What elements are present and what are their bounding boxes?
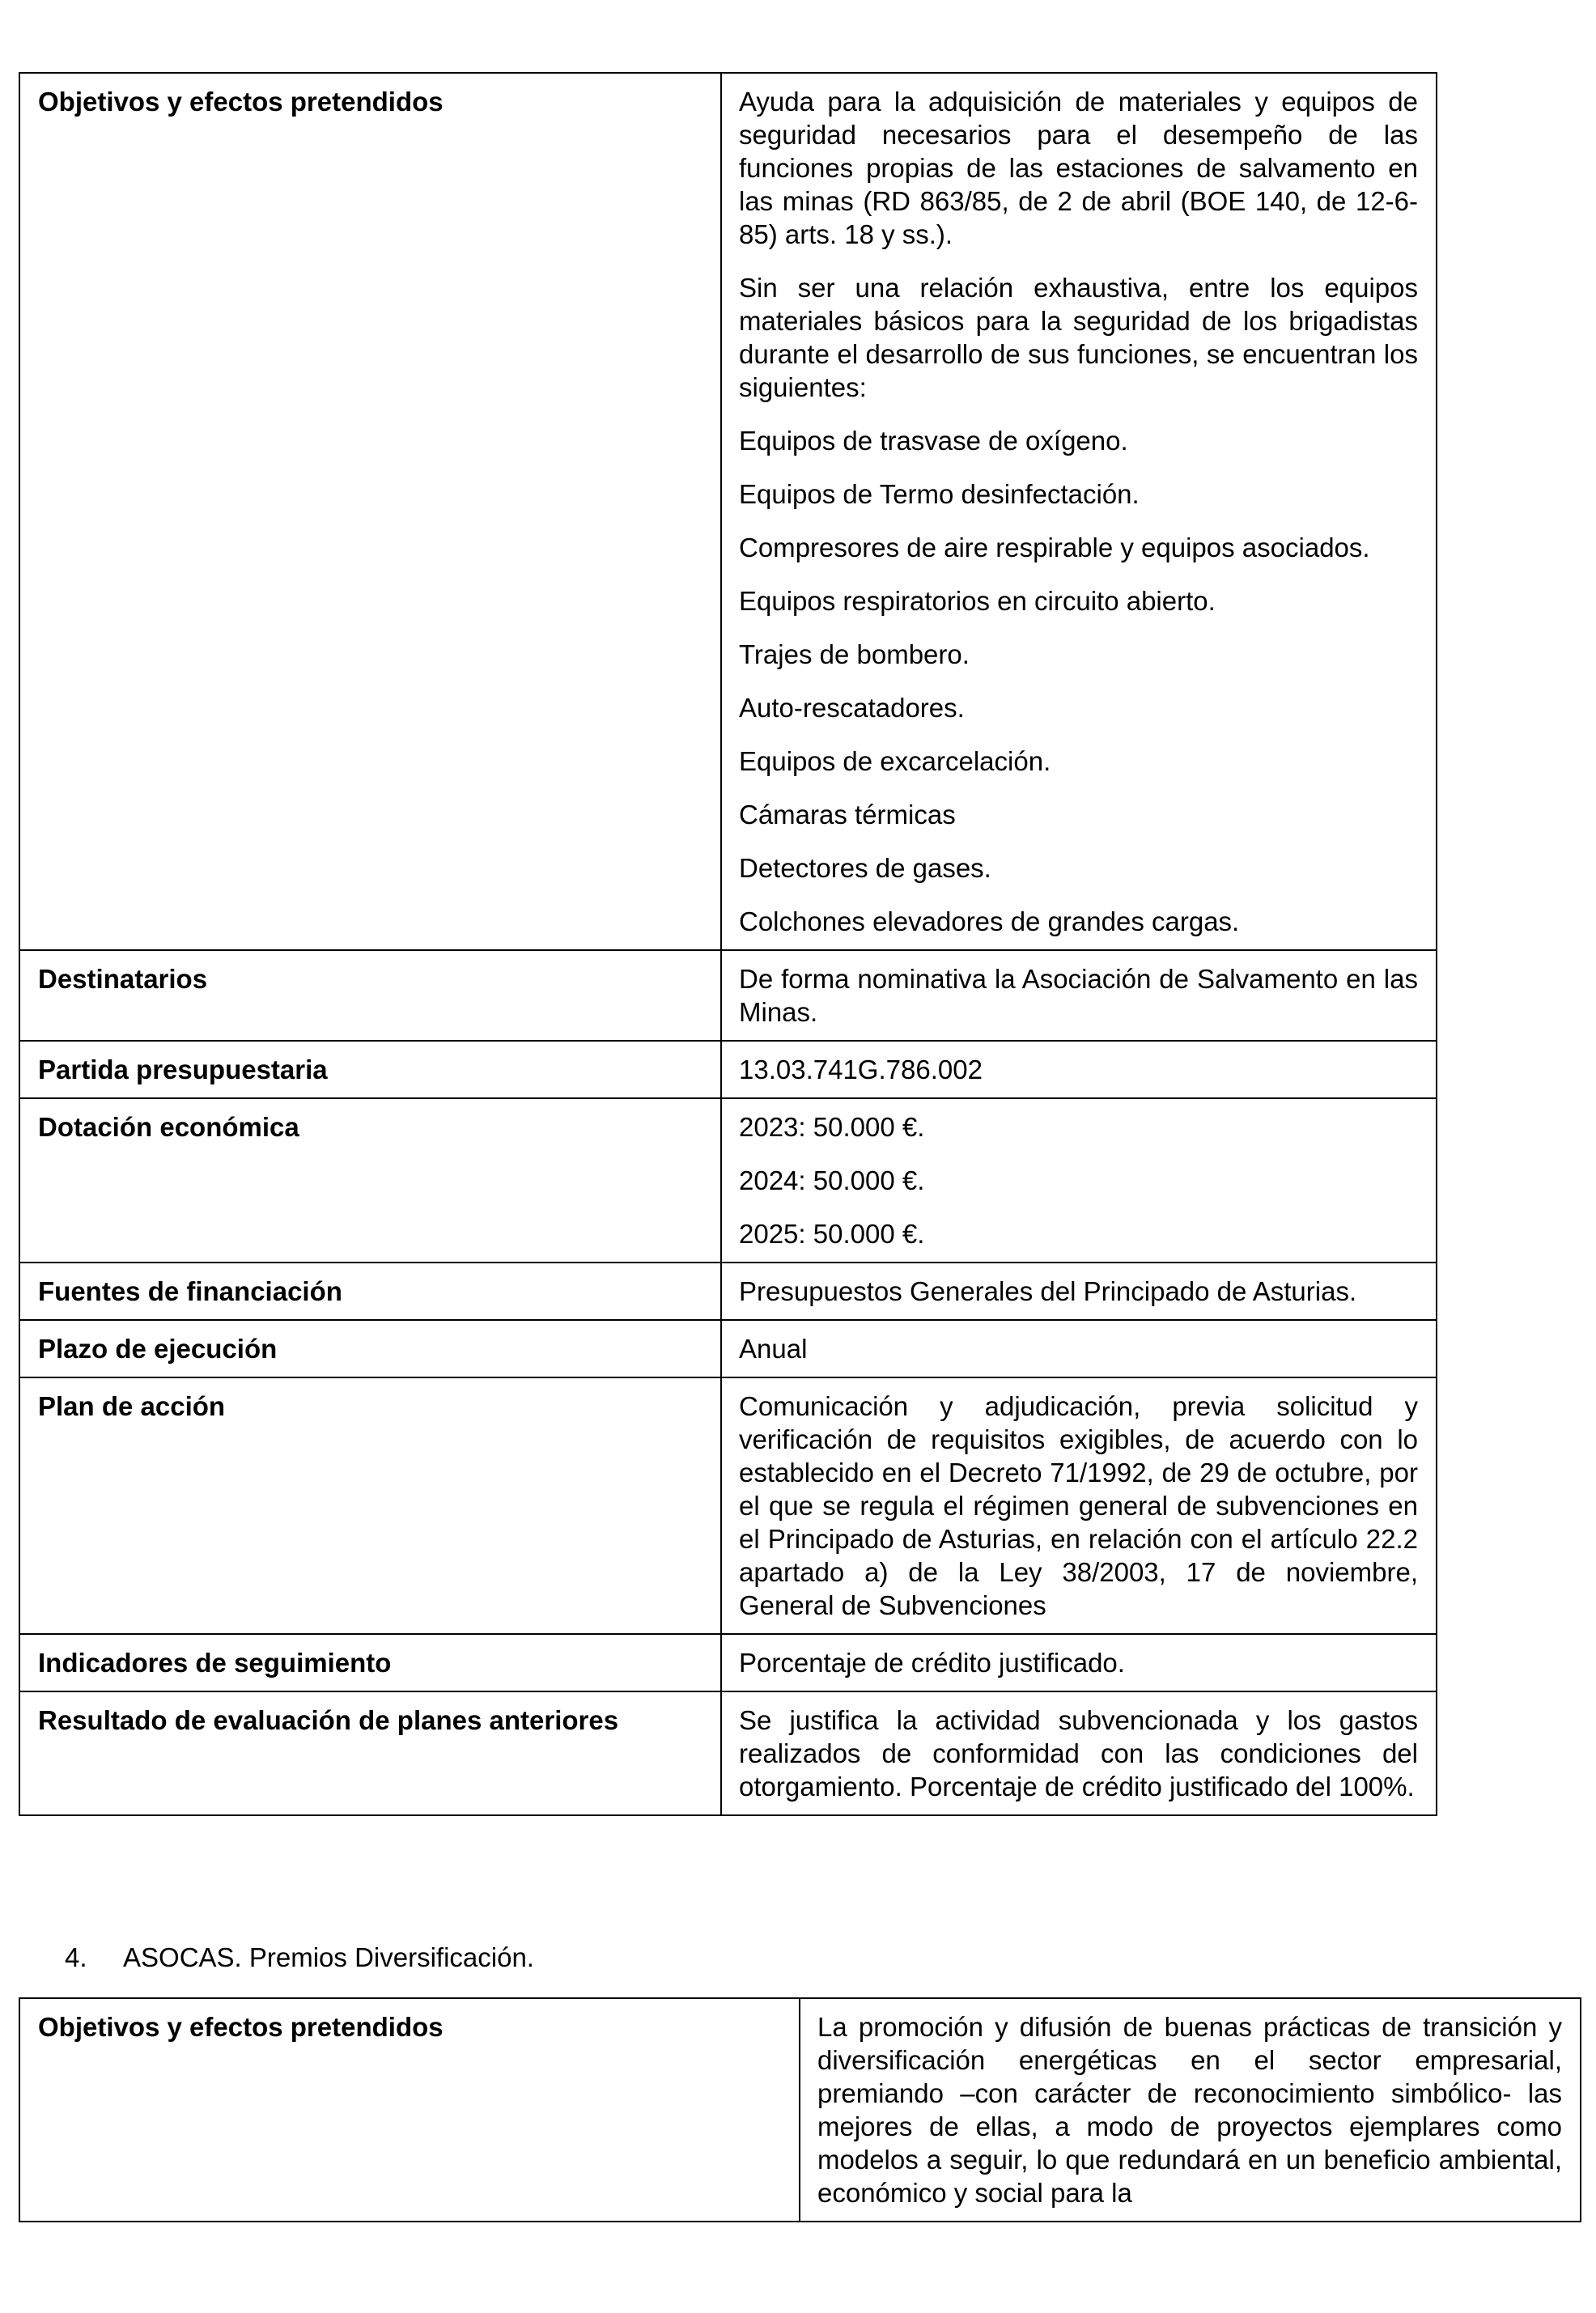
subsidy-table-asocas: [19, 1997, 1581, 2222]
dotacion-year-amount: 2025: 50.000 €.: [739, 1219, 925, 1249]
dotacion-value: [721, 1098, 1437, 1263]
objetivos-label: Objetivos y efectos pretendidos: [19, 73, 721, 950]
partida-label: Partida presupuestaria: [19, 1041, 721, 1098]
row-fuentes: [19, 1263, 1437, 1320]
objetivos-value: La promoción y difusión de buenas prácticas de transición y diversificación energéticas en el sector empresarial, premiando –con carácter de reconocimiento simbólico- las mejores de ellas, a modo de proyectos ejemplares como modelos a seguir, lo que redundará en un beneficio ambiental, económico y social para la: [800, 1998, 1581, 2222]
dotacion-year-amount: 2023: 50.000 €.: [739, 1112, 925, 1142]
plan-label: Plan de acción: [19, 1377, 721, 1634]
row-resultado: [19, 1691, 1437, 1815]
objetivos-value: [721, 73, 1437, 950]
equipment-item: Equipos de Termo desinfectación.: [739, 479, 1140, 509]
dotacion-label: Dotación económica: [19, 1098, 721, 1263]
destinatarios-label: Destinatarios: [19, 950, 721, 1041]
objetivos-label: Objetivos y efectos pretendidos: [19, 1998, 800, 2222]
equipment-item: Equipos de excarcelación.: [739, 746, 1051, 776]
resultado-label: Resultado de evaluación de planes anteriores: [19, 1691, 721, 1815]
subsidy-table-salvamento: [19, 72, 1437, 1816]
row-objetivos: [19, 73, 1437, 950]
objetivos-paragraph: Ayuda para la adquisición de materiales y equipos de seguridad necesarios para el desempeño de las funciones propias de las estaciones de salvamento en las minas (RD 863/85, de 2 de abril (BOE 140, de 12-6-85) arts. 18 y ss.).: [739, 87, 1418, 249]
section-heading: [65, 1941, 534, 1974]
row-partida: [19, 1041, 1437, 1098]
section-title: ASOCAS. Premios Diversificación.: [123, 1942, 534, 1972]
plazo-label: Plazo de ejecución: [19, 1320, 721, 1377]
fuentes-label: Fuentes de financiación: [19, 1263, 721, 1320]
dotacion-year-amount: 2024: 50.000 €.: [739, 1165, 925, 1195]
equipment-item: Equipos de trasvase de oxígeno.: [739, 426, 1128, 456]
indicadores-label: Indicadores de seguimiento: [19, 1634, 721, 1691]
row-objetivos: [19, 1998, 1581, 2222]
equipment-item: Equipos respiratorios en circuito abierto.: [739, 586, 1216, 616]
section-number: 4.: [65, 1942, 87, 1972]
plazo-value: Anual: [721, 1320, 1437, 1377]
equipment-item: Detectores de gases.: [739, 853, 991, 883]
equipment-item: Colchones elevadores de grandes cargas.: [739, 906, 1240, 936]
row-indicadores: [19, 1634, 1437, 1691]
partida-value: 13.03.741G.786.002: [721, 1041, 1437, 1098]
equipment-item: Compresores de aire respirable y equipos asociados.: [739, 533, 1370, 562]
equipment-item: Auto-rescatadores.: [739, 693, 965, 723]
row-plan: [19, 1377, 1437, 1634]
fuentes-value: Presupuestos Generales del Principado de Asturias.: [721, 1263, 1437, 1320]
row-plazo: [19, 1320, 1437, 1377]
row-destinatarios: [19, 950, 1437, 1041]
destinatarios-value: De forma nominativa la Asociación de Salvamento en las Minas.: [721, 950, 1437, 1041]
equipment-item: Trajes de bombero.: [739, 639, 970, 669]
indicadores-value: Porcentaje de crédito justificado.: [721, 1634, 1437, 1691]
plan-value: Comunicación y adjudicación, previa solicitud y verificación de requisitos exigibles, de acuerdo con lo establecido en el Decreto 71/1992, de 29 de octubre, por el que se regula el régimen general de subvenciones en el Principado de Asturias, en relación con el artículo 22.2 apartado a) de la Ley 38/2003, 17 de noviembre, General de Subvenciones: [721, 1377, 1437, 1634]
resultado-value: Se justifica la actividad subvencionada y los gastos realizados de conformidad con las condiciones del otorgamiento. Porcentaje de crédito justificado del 100%.: [721, 1691, 1437, 1815]
equipment-item: Cámaras térmicas: [739, 800, 956, 830]
row-dotacion: [19, 1098, 1437, 1263]
objetivos-paragraph: Sin ser una relación exhaustiva, entre los equipos materiales básicos para la seguridad de los brigadistas durante el desarrollo de sus funciones, se encuentran los siguientes:: [739, 273, 1418, 402]
